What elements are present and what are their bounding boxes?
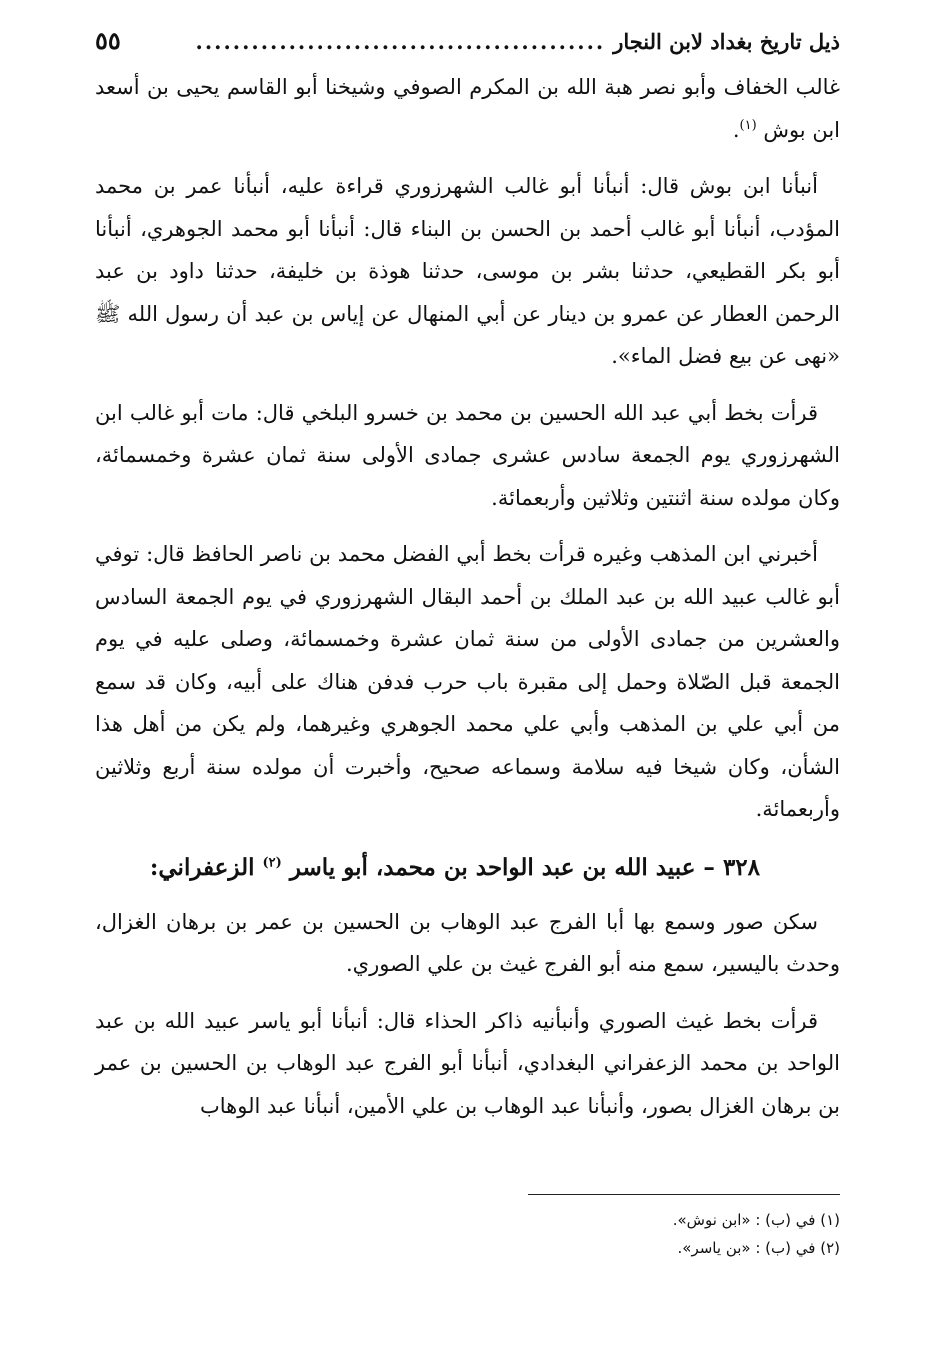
document-page [95,22,840,1257]
footnotes [95,1206,840,1262]
paragraph-text: قرأت بخط غيث الصوري وأنبأنيه ذاكر الحذاء قال: أنبأنا أبو ياسر عبيد الله بن عبد الواحد بن محمد الزعفراني البغدادي، أنبأنا أبو الفرج عبد الوهاب بن الحسين بن عمر بن برهان الغزال بصور، وأنبأنا عبد الوهاب بن علي الأمين، أنبأنا عبد الوهاب [95,1008,840,1118]
paragraph-tail: . [732,117,740,142]
paragraph-2 [95,165,840,378]
paragraph-1 [95,66,840,151]
book-title: ذيل تاريخ بغداد لابن النجار [613,29,840,54]
page-number: ٥٥ [95,26,121,55]
paragraph-text: أخبرني ابن المذهب وغيره قرأت بخط أبي الفضل محمد بن ناصر الحافظ قال: توفي أبو غالب عبيد الله بن عبد الملك بن أحمد البقال الشهرزوري في يوم الجمعة السادس والعشرين من جمادى الأولى من سنة ثمان عشرة وخمسمائة، وصلى عليه في يوم الجمعة قبل الصّلاة وحمل إلى مقبرة باب حرب فدفن هناك على أبيه، وكان قد سمع من أبي علي بن المذهب وأبي علي محمد الجوهري وغيرهما، ولم يكن من أهل هذا الشأن، وكان شيخا فيه سلامة وسماعه صحيح، وأخبرت أن مولده سنة أربع وثلاثين وأربعمائة. [95,542,840,821]
footnote-2: (٢) في (ب) : «بن ياسر». [677,1239,840,1257]
paragraph-text: أنبأنا ابن بوش قال: أنبأنا أبو غالب الشهرزوري قراءة عليه، أنبأنا عمر بن محمد المؤدب، أنبأنا أبو غالب أحمد بن الحسن بن البناء قال: أنبأنا أبو محمد الجوهري، أنبأنا أبو بكر القطيعي، حدثنا بشر بن موسى، حدثنا هوذة بن خليفة، حدثنا داود بن عبد الرحمن العطار عن عمرو بن دينار عن أبي المنهال عن إياس بن عبد أن رسول الله ﷺ «نهى عن بيع فضل الماء». [95,174,840,368]
paragraph-text: سكن صور وسمع بها أبا الفرج عبد الوهاب بن الحسين بن عمر بن برهان الغزال، وحدث باليسير، سمع منه أبو الفرج غيث بن علي الصوري. [95,909,840,976]
leader-dots: ............................................ [195,29,606,54]
paragraph-3 [95,392,840,520]
entry-heading [95,845,840,891]
paragraph-4 [95,533,840,831]
entry-heading-text: ٣٢٨ – عبيد الله بن عبد الواحد بن محمد، أبو ياسر [289,853,760,881]
footnote-ref-2: (٢) [262,854,282,870]
footnote-divider [528,1194,840,1195]
paragraph-text: قرأت بخط أبي عبد الله الحسين بن محمد بن خسرو البلخي قال: مات أبو غالب ابن الشهرزوري يوم الجمعة سادس عشرى جمادى الأولى سنة ثمان عشرة وخمسمائة، وكان مولده سنة اثنتين وثلاثين وأربعمائة. [95,400,840,510]
footnote-ref-1: (١) [739,117,757,133]
running-header [95,22,840,60]
paragraph-5 [95,901,840,986]
entry-heading-tail: الزعفراني: [149,853,263,881]
paragraph-text: غالب الخفاف وأبو نصر هبة الله بن المكرم الصوفي وشيخنا أبو القاسم يحيى بن أسعد ابن بوش [95,75,840,142]
body-text [95,66,840,1127]
footnote-1: (١) في (ب) : «ابن نوش». [672,1211,840,1229]
paragraph-6 [95,1000,840,1128]
